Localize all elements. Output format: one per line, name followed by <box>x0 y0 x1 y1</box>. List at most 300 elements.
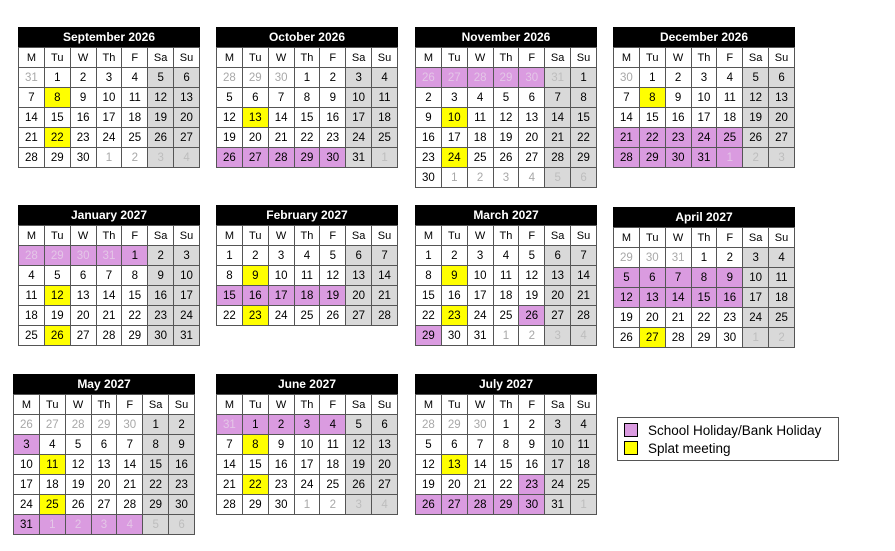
day-cell: 15 <box>493 455 519 475</box>
month-grid <box>216 394 398 515</box>
week-row <box>14 455 195 475</box>
day-cell: 22 <box>294 128 320 148</box>
day-cell: 23 <box>242 306 268 326</box>
day-cell: 10 <box>268 266 294 286</box>
day-cell: 28 <box>117 495 143 515</box>
adjacent-month-day: 29 <box>614 248 640 268</box>
weekday-header: Tu <box>242 395 268 415</box>
adjacent-month-day: 28 <box>467 68 493 88</box>
weekday-header: Sa <box>545 226 571 246</box>
day-cell: 19 <box>148 108 174 128</box>
weekday-header: F <box>717 48 743 68</box>
day-cell: 31 <box>14 515 40 535</box>
day-cell: 16 <box>717 288 743 308</box>
day-cell: 4 <box>372 68 398 88</box>
week-row <box>614 68 795 88</box>
day-cell: 30 <box>665 148 691 168</box>
adjacent-month-day: 3 <box>346 495 372 515</box>
weekday-header: W <box>268 48 294 68</box>
day-cell: 20 <box>441 475 467 495</box>
day-cell: 18 <box>571 455 597 475</box>
day-cell: 4 <box>320 415 346 435</box>
weekday-header: M <box>614 228 640 248</box>
day-cell: 30 <box>320 148 346 168</box>
day-cell: 28 <box>467 495 493 515</box>
weekday-header: M <box>19 48 45 68</box>
week-row <box>416 266 597 286</box>
weekday-header: Su <box>372 48 398 68</box>
day-cell: 17 <box>14 475 40 495</box>
week-row <box>217 435 398 455</box>
week-row <box>19 286 200 306</box>
day-cell: 13 <box>372 435 398 455</box>
day-cell: 26 <box>65 495 91 515</box>
day-cell: 12 <box>44 286 70 306</box>
adjacent-month-day: 31 <box>96 246 122 266</box>
day-cell: 24 <box>346 128 372 148</box>
day-cell: 3 <box>743 248 769 268</box>
week-row <box>416 68 597 88</box>
month-grid <box>415 225 597 346</box>
day-cell: 29 <box>122 326 148 346</box>
day-cell: 13 <box>519 108 545 128</box>
day-cell: 26 <box>743 128 769 148</box>
weekday-header: Su <box>769 48 795 68</box>
week-row <box>19 148 200 168</box>
day-cell: 6 <box>174 68 200 88</box>
adjacent-month-day: 29 <box>493 68 519 88</box>
day-cell: 29 <box>493 495 519 515</box>
day-cell: 9 <box>717 268 743 288</box>
day-cell: 25 <box>467 148 493 168</box>
day-cell: 30 <box>717 328 743 348</box>
day-cell: 21 <box>117 475 143 495</box>
month-july-2027 <box>415 374 597 515</box>
day-cell: 16 <box>70 108 96 128</box>
adjacent-month-day: 1 <box>294 495 320 515</box>
day-cell: 22 <box>571 128 597 148</box>
day-cell: 12 <box>217 108 243 128</box>
day-cell: 20 <box>372 455 398 475</box>
day-cell: 28 <box>96 326 122 346</box>
month-january-2027 <box>18 205 200 346</box>
day-cell: 26 <box>44 326 70 346</box>
adjacent-month-day: 2 <box>122 148 148 168</box>
weekday-header: M <box>19 226 45 246</box>
day-cell: 7 <box>117 435 143 455</box>
day-cell: 14 <box>665 288 691 308</box>
weekday-header: Tu <box>242 48 268 68</box>
adjacent-month-day: 4 <box>519 168 545 188</box>
day-cell: 11 <box>717 88 743 108</box>
day-cell: 11 <box>122 88 148 108</box>
day-cell: 2 <box>320 68 346 88</box>
adjacent-month-day: 3 <box>148 148 174 168</box>
weekday-header: F <box>122 226 148 246</box>
day-cell: 16 <box>416 128 442 148</box>
week-row <box>19 246 200 266</box>
day-cell: 15 <box>242 455 268 475</box>
day-cell: 17 <box>346 108 372 128</box>
month-grid <box>613 47 795 168</box>
day-cell: 19 <box>493 128 519 148</box>
holiday-swatch <box>624 423 638 437</box>
day-cell: 11 <box>39 455 65 475</box>
day-cell: 22 <box>691 308 717 328</box>
week-row <box>416 435 597 455</box>
weekday-header: Tu <box>39 395 65 415</box>
weekday-header: Sa <box>545 395 571 415</box>
day-cell: 9 <box>416 108 442 128</box>
day-cell: 17 <box>743 288 769 308</box>
day-cell: 12 <box>320 266 346 286</box>
day-cell: 10 <box>467 266 493 286</box>
day-cell: 27 <box>769 128 795 148</box>
week-row <box>217 246 398 266</box>
day-cell: 17 <box>467 286 493 306</box>
day-cell: 6 <box>372 415 398 435</box>
day-cell: 31 <box>691 148 717 168</box>
day-cell: 17 <box>96 108 122 128</box>
day-cell: 22 <box>44 128 70 148</box>
day-cell: 21 <box>545 128 571 148</box>
day-cell: 5 <box>416 435 442 455</box>
weekday-header: Su <box>372 226 398 246</box>
day-cell: 3 <box>441 88 467 108</box>
day-cell: 28 <box>571 306 597 326</box>
day-cell: 3 <box>96 68 122 88</box>
weekday-header: Th <box>294 226 320 246</box>
day-cell: 28 <box>614 148 640 168</box>
day-cell: 12 <box>416 455 442 475</box>
day-cell: 15 <box>217 286 243 306</box>
day-cell: 6 <box>519 88 545 108</box>
day-cell: 3 <box>691 68 717 88</box>
day-cell: 17 <box>545 455 571 475</box>
week-row <box>614 248 795 268</box>
day-cell: 23 <box>665 128 691 148</box>
day-cell: 16 <box>519 455 545 475</box>
adjacent-month-day: 1 <box>571 495 597 515</box>
week-row <box>217 495 398 515</box>
day-cell: 7 <box>268 88 294 108</box>
day-cell: 16 <box>441 286 467 306</box>
day-cell: 22 <box>493 475 519 495</box>
month-title: December 2026 <box>613 27 795 47</box>
day-cell: 26 <box>148 128 174 148</box>
day-cell: 11 <box>769 268 795 288</box>
day-cell: 6 <box>441 435 467 455</box>
weekday-header: W <box>70 48 96 68</box>
adjacent-month-day: 30 <box>519 68 545 88</box>
week-row <box>19 326 200 346</box>
day-cell: 7 <box>545 88 571 108</box>
week-row <box>614 108 795 128</box>
adjacent-month-day: 5 <box>143 515 169 535</box>
week-row <box>217 455 398 475</box>
day-cell: 3 <box>268 246 294 266</box>
day-cell: 8 <box>639 88 665 108</box>
week-row <box>416 326 597 346</box>
day-cell: 11 <box>19 286 45 306</box>
day-cell: 2 <box>441 246 467 266</box>
day-cell: 18 <box>717 108 743 128</box>
weekday-header: F <box>117 395 143 415</box>
day-cell: 26 <box>614 328 640 348</box>
week-row <box>416 495 597 515</box>
weekday-header: Th <box>294 48 320 68</box>
day-cell: 4 <box>39 435 65 455</box>
adjacent-month-day: 3 <box>545 326 571 346</box>
day-cell: 19 <box>743 108 769 128</box>
week-row <box>416 246 597 266</box>
weekday-header: Th <box>493 395 519 415</box>
day-cell: 31 <box>346 148 372 168</box>
day-cell: 15 <box>639 108 665 128</box>
adjacent-month-day: 29 <box>242 68 268 88</box>
month-december-2026 <box>613 27 795 168</box>
day-cell: 17 <box>294 455 320 475</box>
adjacent-month-day: 29 <box>44 246 70 266</box>
week-row <box>19 108 200 128</box>
day-cell: 31 <box>545 495 571 515</box>
month-title: May 2027 <box>13 374 195 394</box>
day-cell: 2 <box>519 415 545 435</box>
weekday-header: Th <box>91 395 117 415</box>
week-row <box>217 108 398 128</box>
day-cell: 1 <box>44 68 70 88</box>
weekday-header: F <box>122 48 148 68</box>
day-cell: 4 <box>467 88 493 108</box>
day-cell: 7 <box>217 435 243 455</box>
adjacent-month-day: 3 <box>493 168 519 188</box>
day-cell: 17 <box>441 128 467 148</box>
day-cell: 7 <box>372 246 398 266</box>
weekday-header: M <box>416 395 442 415</box>
week-row <box>217 68 398 88</box>
day-cell: 20 <box>639 308 665 328</box>
week-row <box>416 128 597 148</box>
weekday-header: F <box>320 395 346 415</box>
day-cell: 13 <box>639 288 665 308</box>
day-cell: 27 <box>91 495 117 515</box>
day-cell: 27 <box>70 326 96 346</box>
adjacent-month-day: 5 <box>545 168 571 188</box>
day-cell: 7 <box>665 268 691 288</box>
day-cell: 24 <box>268 306 294 326</box>
month-grid <box>613 227 795 348</box>
adjacent-month-day: 2 <box>320 495 346 515</box>
day-cell: 9 <box>519 435 545 455</box>
week-row <box>614 308 795 328</box>
day-cell: 20 <box>545 286 571 306</box>
weekday-header: Th <box>96 48 122 68</box>
weekday-header: Tu <box>441 226 467 246</box>
adjacent-month-day: 4 <box>174 148 200 168</box>
day-cell: 1 <box>143 415 169 435</box>
weekday-header: W <box>268 395 294 415</box>
weekday-header: Su <box>769 228 795 248</box>
day-cell: 19 <box>346 455 372 475</box>
day-cell: 13 <box>769 88 795 108</box>
day-cell: 10 <box>346 88 372 108</box>
day-cell: 6 <box>639 268 665 288</box>
week-row <box>217 415 398 435</box>
adjacent-month-day: 1 <box>743 328 769 348</box>
day-cell: 8 <box>242 435 268 455</box>
day-cell: 30 <box>70 148 96 168</box>
day-cell: 14 <box>117 455 143 475</box>
day-cell: 22 <box>217 306 243 326</box>
day-cell: 21 <box>96 306 122 326</box>
day-cell: 15 <box>571 108 597 128</box>
adjacent-month-day: 29 <box>91 415 117 435</box>
day-cell: 30 <box>519 495 545 515</box>
day-cell: 5 <box>614 268 640 288</box>
weekday-header: Su <box>174 226 200 246</box>
day-cell: 11 <box>372 88 398 108</box>
day-cell: 4 <box>717 68 743 88</box>
adjacent-month-day: 2 <box>65 515 91 535</box>
day-cell: 2 <box>148 246 174 266</box>
legend-holiday-label: School Holiday/Bank Holiday <box>648 422 822 438</box>
day-cell: 10 <box>545 435 571 455</box>
adjacent-month-day: 1 <box>441 168 467 188</box>
day-cell: 23 <box>519 475 545 495</box>
day-cell: 22 <box>143 475 169 495</box>
adjacent-month-day: 4 <box>117 515 143 535</box>
day-cell: 20 <box>242 128 268 148</box>
week-row <box>217 148 398 168</box>
weekday-header: Tu <box>44 226 70 246</box>
weekday-header: F <box>320 226 346 246</box>
day-cell: 22 <box>242 475 268 495</box>
month-april-2027 <box>613 207 795 348</box>
day-cell: 27 <box>372 475 398 495</box>
adjacent-month-day: 1 <box>717 148 743 168</box>
week-row <box>416 415 597 435</box>
day-cell: 18 <box>372 108 398 128</box>
day-cell: 17 <box>691 108 717 128</box>
day-cell: 25 <box>769 308 795 328</box>
weekday-header: W <box>467 48 493 68</box>
legend-holiday <box>624 421 832 439</box>
legend-meeting <box>624 439 832 457</box>
day-cell: 24 <box>96 128 122 148</box>
week-row <box>217 475 398 495</box>
day-cell: 10 <box>691 88 717 108</box>
day-cell: 9 <box>70 88 96 108</box>
day-cell: 21 <box>372 286 398 306</box>
adjacent-month-day: 1 <box>372 148 398 168</box>
week-row <box>14 515 195 535</box>
day-cell: 19 <box>320 286 346 306</box>
weekday-header: Sa <box>346 395 372 415</box>
day-cell: 25 <box>717 128 743 148</box>
week-row <box>614 268 795 288</box>
adjacent-month-day: 1 <box>39 515 65 535</box>
day-cell: 25 <box>320 475 346 495</box>
day-cell: 23 <box>148 306 174 326</box>
day-cell: 23 <box>416 148 442 168</box>
month-october-2026 <box>216 27 398 168</box>
day-cell: 6 <box>346 246 372 266</box>
week-row <box>14 435 195 455</box>
weekday-header: Tu <box>441 395 467 415</box>
day-cell: 26 <box>416 495 442 515</box>
day-cell: 9 <box>320 88 346 108</box>
day-cell: 23 <box>70 128 96 148</box>
day-cell: 23 <box>320 128 346 148</box>
adjacent-month-day: 31 <box>19 68 45 88</box>
day-cell: 4 <box>571 415 597 435</box>
adjacent-month-day: 30 <box>614 68 640 88</box>
day-cell: 16 <box>665 108 691 128</box>
day-cell: 8 <box>44 88 70 108</box>
day-cell: 19 <box>519 286 545 306</box>
day-cell: 5 <box>493 88 519 108</box>
week-row <box>416 168 597 188</box>
week-row <box>416 108 597 128</box>
weekday-header: Tu <box>441 48 467 68</box>
day-cell: 13 <box>91 455 117 475</box>
weekday-header: Th <box>96 226 122 246</box>
week-row <box>614 148 795 168</box>
week-row <box>19 306 200 326</box>
day-cell: 11 <box>294 266 320 286</box>
day-cell: 3 <box>467 246 493 266</box>
adjacent-month-day: 30 <box>268 68 294 88</box>
day-cell: 15 <box>143 455 169 475</box>
day-cell: 10 <box>14 455 40 475</box>
adjacent-month-day: 30 <box>117 415 143 435</box>
day-cell: 4 <box>769 248 795 268</box>
day-cell: 5 <box>519 246 545 266</box>
day-cell: 15 <box>294 108 320 128</box>
adjacent-month-day: 29 <box>441 415 467 435</box>
day-cell: 8 <box>294 88 320 108</box>
day-cell: 10 <box>441 108 467 128</box>
day-cell: 31 <box>467 326 493 346</box>
month-grid <box>216 47 398 168</box>
day-cell: 15 <box>122 286 148 306</box>
day-cell: 1 <box>217 246 243 266</box>
day-cell: 10 <box>96 88 122 108</box>
adjacent-month-day: 2 <box>519 326 545 346</box>
week-row <box>14 475 195 495</box>
weekday-header: M <box>614 48 640 68</box>
day-cell: 2 <box>665 68 691 88</box>
day-cell: 2 <box>416 88 442 108</box>
day-cell: 5 <box>65 435 91 455</box>
day-cell: 5 <box>320 246 346 266</box>
day-cell: 21 <box>665 308 691 328</box>
day-cell: 12 <box>346 435 372 455</box>
week-row <box>19 68 200 88</box>
week-row <box>14 415 195 435</box>
weekday-header: Su <box>571 226 597 246</box>
day-cell: 12 <box>148 88 174 108</box>
day-cell: 27 <box>346 306 372 326</box>
day-cell: 20 <box>769 108 795 128</box>
day-cell: 3 <box>346 68 372 88</box>
day-cell: 27 <box>545 306 571 326</box>
day-cell: 26 <box>320 306 346 326</box>
weekday-header: F <box>717 228 743 248</box>
day-cell: 8 <box>493 435 519 455</box>
adjacent-month-day: 2 <box>743 148 769 168</box>
adjacent-month-day: 31 <box>217 415 243 435</box>
